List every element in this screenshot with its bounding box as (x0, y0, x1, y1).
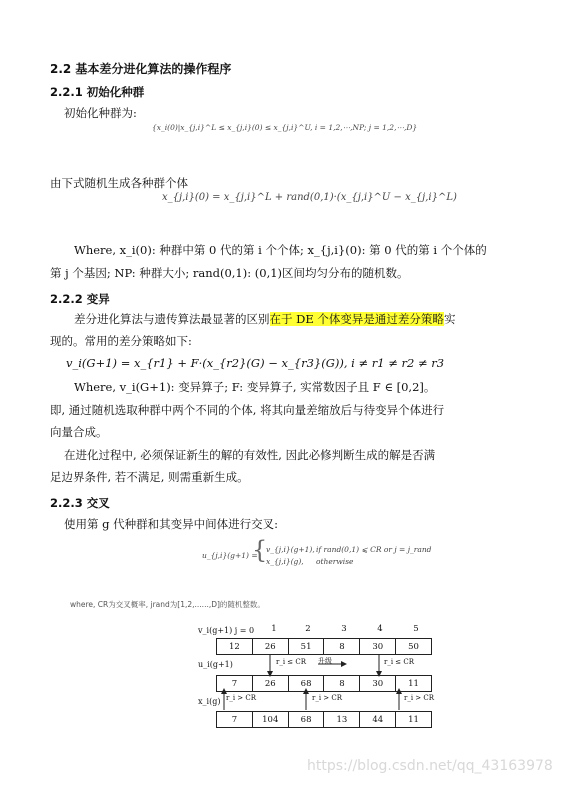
diagram-cond-le: r_i ≤ CR (276, 658, 307, 666)
diagram-cond-gt: r_i > CR (226, 694, 257, 702)
crossover-note: where, CR为交叉概率, jrand为[1,2,......,D]的随机整数。 (70, 600, 265, 609)
diagram-index: 4 (377, 624, 383, 634)
mutation-p2-line2: 向量合成。 (50, 425, 108, 439)
diagram-row-x (216, 711, 432, 728)
formula-population-set: {x_i(0)|x_{j,i}^L ≤ x_{j,i}(0) ≤ x_{j,i}^U, i = 1,2,⋯,NP; j = 1,2,⋯,D} (152, 123, 418, 132)
crossover-case1-cond: if rand(0,1) ⩽ CR or j = j_rand (316, 545, 432, 554)
mutation-p2-line1: 即, 通过随机选取种群中两个不同的个体, 将其向量差缩放后与待变异个体进行 (50, 403, 445, 417)
mutation-paragraph-line2: 现的。常用的差分策略如下: (50, 334, 192, 348)
formula-random-generation: x_{j,i}(0) = x_{j,i}^L + rand(0,1)·(x_{j,i}^U − x_{j,i}^L) (162, 192, 457, 203)
diagram-index: 2 (305, 624, 311, 634)
diagram-cell: 26 (253, 639, 289, 654)
diagram-cond-gt: r_i > CR (312, 694, 343, 702)
crossover-case1-expr: v_{j,i}(g+1), (266, 545, 315, 554)
diagram-cell: 50 (408, 641, 419, 652)
diagram-cell: 68 (289, 712, 325, 727)
diagram-cell: 11 (408, 678, 419, 689)
diagram-cell: 8 (324, 639, 360, 654)
mutation-paragraph-line1 (74, 311, 455, 327)
crossover-intro: 使用第 g 代种群和其变异中间体进行交叉: (64, 517, 279, 531)
diagram-arrow-label: 升级 (318, 657, 332, 665)
diagram-cell: 104 (253, 712, 289, 727)
diagram-cond-gt: r_i > CR (404, 694, 435, 702)
diagram-label-u: u_i(g+1) (198, 660, 233, 669)
section-title: 2.2 基本差分进化算法的操作程序 (50, 62, 232, 76)
diagram-cell: 13 (324, 712, 360, 727)
diagram-cell: 30 (360, 676, 396, 691)
watermark-url: https://blog.csdn.net/qq_43163978 (307, 758, 553, 774)
diagram-cond-le: r_i ≤ CR (384, 658, 415, 666)
heading-crossover: 2.2.3 交叉 (50, 496, 110, 510)
diagram-cell: 44 (360, 712, 396, 727)
mutation-p3-line1: 在进化过程中, 必须保证新生的解的有效性, 因此必修判断生成的解是否满 (64, 448, 436, 462)
diagram-index: 1 (271, 624, 277, 634)
diagram-index: 5 (413, 624, 419, 634)
gen-text: 由下式随机生成各种群个体 (50, 176, 188, 190)
heading-init: 2.2.1 初始化种群 (50, 85, 145, 99)
crossover-case2-cond: otherwise (316, 557, 354, 566)
diagram-cell: 11 (408, 714, 419, 725)
mutation-text-before: 差分进化算法与遗传算法最显著的区别 (74, 312, 270, 326)
diagram-index: 3 (341, 624, 347, 634)
init-where-line2: 第 j 个基因; NP: 种群大小; rand(0,1): (0,1)区间均匀分布的随机数。 (50, 266, 409, 280)
diagram-cell: 30 (360, 639, 396, 654)
diagram-cell: 7 (217, 676, 253, 691)
diagram-cell: 8 (324, 676, 360, 691)
diagram-cell: 12 (217, 639, 253, 654)
diagram-cell: 51 (289, 639, 325, 654)
init-intro: 初始化种群为: (64, 106, 137, 120)
diagram-cell: 26 (253, 676, 289, 691)
mutation-where: Where, v_i(G+1): 变异算子; F: 变异算子, 实常数因子且 F ∈ [0,2]。 (74, 380, 436, 394)
mutation-p3-line2: 足边界条件, 若不满足, 则需重新生成。 (50, 470, 249, 484)
diagram-cell: 68 (289, 676, 325, 691)
diagram-cell: 7 (217, 712, 253, 727)
diagram-arrows (216, 653, 430, 711)
mutation-text-after: 实 (443, 312, 456, 326)
crossover-case2-expr: x_{j,i}(g), (266, 557, 304, 566)
init-where-line1: Where, x_i(0): 种群中第 0 代的第 i 个个体; x_{j,i}(0): 第 0 代的第 i 个个体的 (74, 243, 487, 257)
diagram-label-x: x_i(g) (198, 697, 221, 706)
crossover-lhs: u_{j,i}(g+1) = (202, 551, 258, 560)
formula-mutation: v_i(G+1) = x_{r1} + F·(x_{r2}(G) − x_{r3}(G)), i ≠ r1 ≠ r2 ≠ r3 (66, 356, 445, 370)
mutation-highlight: 在于 DE 个体变异是通过差分策略 (269, 312, 444, 326)
crossover-brace: { (252, 536, 268, 564)
diagram-label-v: v_i(g+1) j = 0 (198, 626, 255, 635)
heading-mutation: 2.2.2 变异 (50, 292, 110, 306)
